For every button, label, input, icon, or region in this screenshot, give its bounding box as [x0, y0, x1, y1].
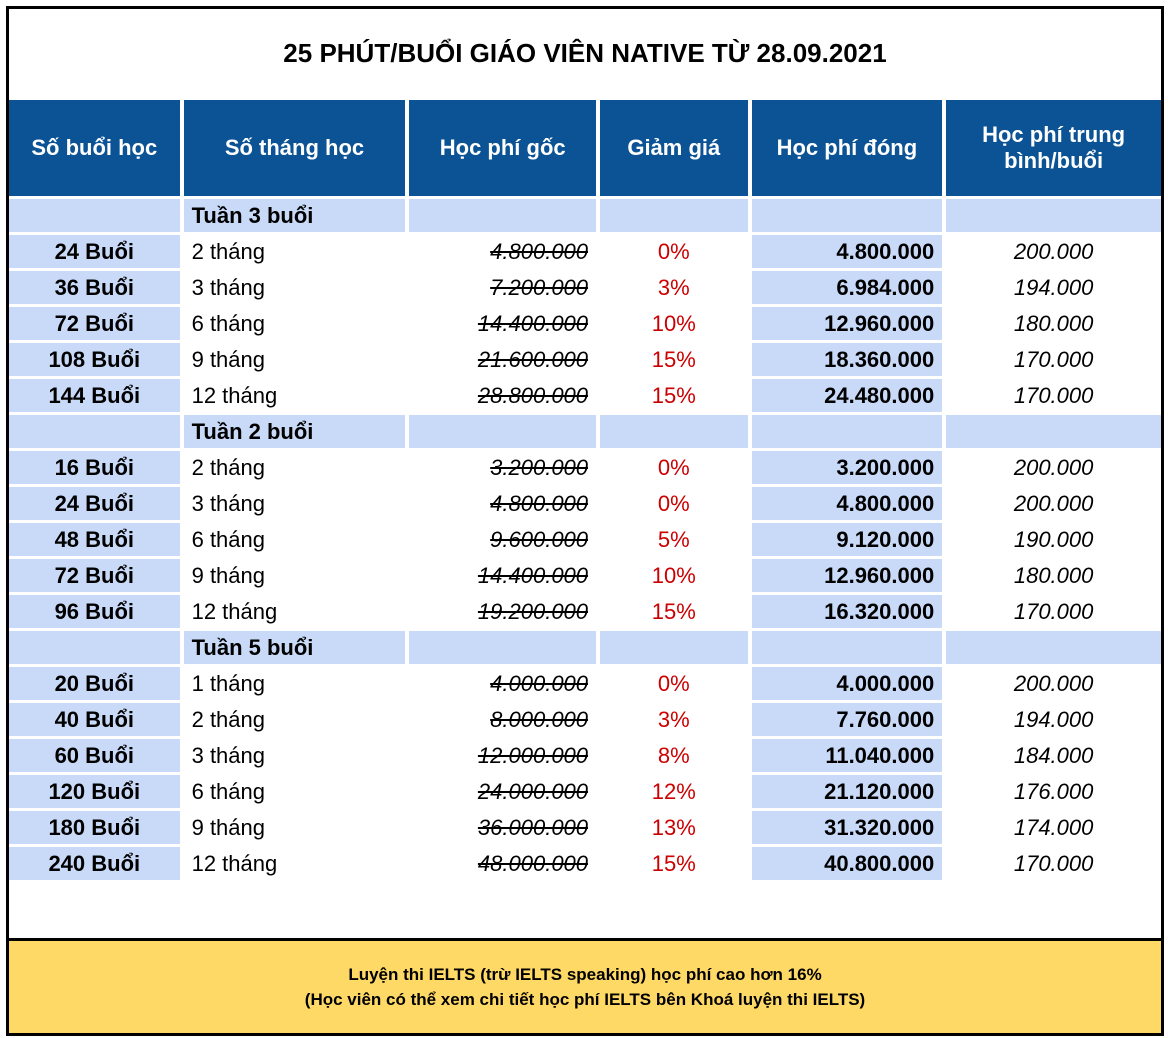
- cell-original-price: 4.800.000: [409, 235, 596, 268]
- cell-sessions: 20 Buổi: [9, 667, 180, 700]
- group-empty-cell: [9, 631, 180, 664]
- cell-average-price: 180.000: [946, 559, 1161, 592]
- group-empty-cell: [409, 415, 596, 448]
- cell-months: 6 tháng: [184, 307, 406, 340]
- cell-original-price: 21.600.000: [409, 343, 596, 376]
- group-empty-cell: [9, 415, 180, 448]
- table-row: [9, 847, 1161, 880]
- cell-paid-price: 16.320.000: [752, 595, 943, 628]
- cell-original-price: 4.800.000: [409, 487, 596, 520]
- cell-average-price: 170.000: [946, 847, 1161, 880]
- group-label: Tuần 5 buổi: [184, 631, 406, 664]
- header-sessions: Số buổi học: [9, 100, 180, 196]
- cell-months: 9 tháng: [184, 559, 406, 592]
- cell-paid-price: 4.000.000: [752, 667, 943, 700]
- cell-months: 3 tháng: [184, 739, 406, 772]
- cell-original-price: 24.000.000: [409, 775, 596, 808]
- cell-original-price: 14.400.000: [409, 559, 596, 592]
- cell-discount: 15%: [600, 595, 748, 628]
- table-row: [9, 739, 1161, 772]
- group-row: [9, 415, 1161, 448]
- cell-original-price: 7.200.000: [409, 271, 596, 304]
- cell-average-price: 184.000: [946, 739, 1161, 772]
- table-row: [9, 523, 1161, 556]
- table-row: [9, 559, 1161, 592]
- cell-average-price: 200.000: [946, 667, 1161, 700]
- group-empty-cell: [752, 631, 943, 664]
- cell-sessions: 48 Buổi: [9, 523, 180, 556]
- pricing-sheet: [6, 6, 1164, 1036]
- cell-sessions: 40 Buổi: [9, 703, 180, 736]
- cell-average-price: 194.000: [946, 703, 1161, 736]
- cell-months: 6 tháng: [184, 523, 406, 556]
- cell-discount: 15%: [600, 847, 748, 880]
- group-label: Tuần 2 buổi: [184, 415, 406, 448]
- cell-discount: 3%: [600, 271, 748, 304]
- cell-original-price: 8.000.000: [409, 703, 596, 736]
- cell-paid-price: 7.760.000: [752, 703, 943, 736]
- cell-average-price: 200.000: [946, 235, 1161, 268]
- cell-discount: 8%: [600, 739, 748, 772]
- group-empty-cell: [946, 631, 1161, 664]
- table-row: [9, 811, 1161, 844]
- cell-sessions: 144 Buổi: [9, 379, 180, 412]
- cell-discount: 10%: [600, 559, 748, 592]
- table-row: [9, 271, 1161, 304]
- cell-paid-price: 3.200.000: [752, 451, 943, 484]
- cell-paid-price: 40.800.000: [752, 847, 943, 880]
- cell-discount: 15%: [600, 343, 748, 376]
- header-original-price: Học phí gốc: [409, 100, 596, 196]
- group-empty-cell: [9, 199, 180, 232]
- cell-discount: 12%: [600, 775, 748, 808]
- cell-original-price: 14.400.000: [409, 307, 596, 340]
- footer-line-2: (Học viên có thể xem chi tiết học phí IELTS bên Khoá luyện thi IELTS): [304, 990, 866, 1009]
- cell-average-price: 200.000: [946, 487, 1161, 520]
- cell-paid-price: 18.360.000: [752, 343, 943, 376]
- table-row: [9, 487, 1161, 520]
- cell-paid-price: 4.800.000: [752, 487, 943, 520]
- group-label: Tuần 3 buổi: [184, 199, 406, 232]
- table-row: [9, 703, 1161, 736]
- table-row: [9, 595, 1161, 628]
- group-empty-cell: [752, 199, 943, 232]
- group-empty-cell: [946, 415, 1161, 448]
- cell-paid-price: 6.984.000: [752, 271, 943, 304]
- table-header-row: [9, 100, 1161, 196]
- cell-sessions: 240 Buổi: [9, 847, 180, 880]
- cell-average-price: 170.000: [946, 343, 1161, 376]
- cell-sessions: 24 Buổi: [9, 235, 180, 268]
- cell-discount: 3%: [600, 703, 748, 736]
- cell-paid-price: 9.120.000: [752, 523, 943, 556]
- cell-months: 3 tháng: [184, 271, 406, 304]
- pricing-table: [5, 97, 1165, 883]
- cell-original-price: 28.800.000: [409, 379, 596, 412]
- cell-sessions: 72 Buổi: [9, 559, 180, 592]
- cell-paid-price: 21.120.000: [752, 775, 943, 808]
- group-empty-cell: [600, 415, 748, 448]
- cell-months: 2 tháng: [184, 235, 406, 268]
- cell-average-price: 180.000: [946, 307, 1161, 340]
- header-months: Số tháng học: [184, 100, 406, 196]
- group-row: [9, 631, 1161, 664]
- cell-months: 12 tháng: [184, 595, 406, 628]
- cell-paid-price: 31.320.000: [752, 811, 943, 844]
- cell-months: 12 tháng: [184, 847, 406, 880]
- footer-note: [9, 938, 1161, 1033]
- cell-average-price: 170.000: [946, 595, 1161, 628]
- group-row: [9, 199, 1161, 232]
- group-empty-cell: [946, 199, 1161, 232]
- cell-sessions: 36 Buổi: [9, 271, 180, 304]
- cell-months: 3 tháng: [184, 487, 406, 520]
- cell-sessions: 72 Buổi: [9, 307, 180, 340]
- cell-months: 6 tháng: [184, 775, 406, 808]
- table-row: [9, 451, 1161, 484]
- cell-sessions: 120 Buổi: [9, 775, 180, 808]
- cell-original-price: 12.000.000: [409, 739, 596, 772]
- cell-average-price: 170.000: [946, 379, 1161, 412]
- group-empty-cell: [409, 631, 596, 664]
- cell-paid-price: 24.480.000: [752, 379, 943, 412]
- cell-paid-price: 4.800.000: [752, 235, 943, 268]
- cell-discount: 0%: [600, 667, 748, 700]
- footer-line-1: Luyện thi IELTS (trừ IELTS speaking) học phí cao hơn 16%: [348, 965, 822, 984]
- cell-original-price: 3.200.000: [409, 451, 596, 484]
- cell-discount: 0%: [600, 487, 748, 520]
- header-discount: Giảm giá: [600, 100, 748, 196]
- cell-sessions: 60 Buổi: [9, 739, 180, 772]
- group-empty-cell: [600, 631, 748, 664]
- table-row: [9, 775, 1161, 808]
- cell-paid-price: 12.960.000: [752, 307, 943, 340]
- cell-discount: 0%: [600, 451, 748, 484]
- cell-average-price: 176.000: [946, 775, 1161, 808]
- cell-original-price: 48.000.000: [409, 847, 596, 880]
- cell-paid-price: 11.040.000: [752, 739, 943, 772]
- table-row: [9, 307, 1161, 340]
- cell-average-price: 200.000: [946, 451, 1161, 484]
- cell-months: 9 tháng: [184, 343, 406, 376]
- table-row: [9, 343, 1161, 376]
- table-row: [9, 667, 1161, 700]
- cell-discount: 13%: [600, 811, 748, 844]
- cell-sessions: 108 Buổi: [9, 343, 180, 376]
- cell-months: 9 tháng: [184, 811, 406, 844]
- group-empty-cell: [600, 199, 748, 232]
- cell-original-price: 9.600.000: [409, 523, 596, 556]
- cell-months: 12 tháng: [184, 379, 406, 412]
- table-row: [9, 235, 1161, 268]
- cell-discount: 0%: [600, 235, 748, 268]
- cell-sessions: 16 Buổi: [9, 451, 180, 484]
- cell-original-price: 36.000.000: [409, 811, 596, 844]
- cell-sessions: 24 Buổi: [9, 487, 180, 520]
- table-body: [9, 199, 1161, 880]
- header-paid-price: Học phí đóng: [752, 100, 943, 196]
- cell-original-price: 4.000.000: [409, 667, 596, 700]
- cell-paid-price: 12.960.000: [752, 559, 943, 592]
- cell-months: 1 tháng: [184, 667, 406, 700]
- table-row: [9, 379, 1161, 412]
- cell-discount: 15%: [600, 379, 748, 412]
- group-empty-cell: [752, 415, 943, 448]
- cell-original-price: 19.200.000: [409, 595, 596, 628]
- cell-months: 2 tháng: [184, 451, 406, 484]
- cell-months: 2 tháng: [184, 703, 406, 736]
- cell-average-price: 194.000: [946, 271, 1161, 304]
- cell-discount: 5%: [600, 523, 748, 556]
- group-empty-cell: [409, 199, 596, 232]
- cell-average-price: 190.000: [946, 523, 1161, 556]
- cell-sessions: 180 Buổi: [9, 811, 180, 844]
- cell-sessions: 96 Buổi: [9, 595, 180, 628]
- cell-average-price: 174.000: [946, 811, 1161, 844]
- cell-discount: 10%: [600, 307, 748, 340]
- header-average-price: Học phí trung bình/buổi: [946, 100, 1161, 196]
- page-title: 25 PHÚT/BUỔI GIÁO VIÊN NATIVE TỪ 28.09.2021: [283, 38, 887, 68]
